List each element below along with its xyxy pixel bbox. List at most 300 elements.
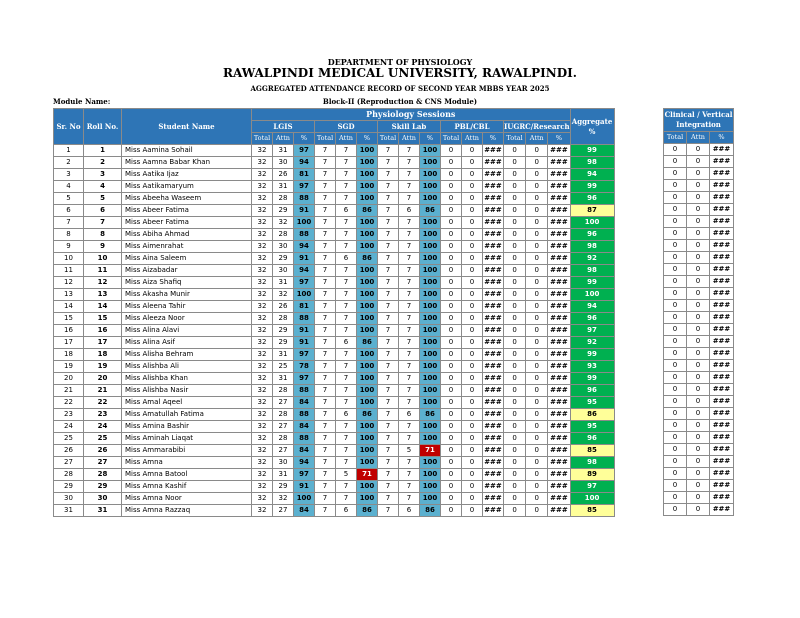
iugrc-attn-cell: 0 [526, 289, 548, 301]
clinical-attn-cell: 0 [687, 192, 710, 204]
sgd-pct-cell: 86 [357, 505, 378, 517]
sr-no-cell: 7 [54, 217, 84, 229]
table-row [664, 360, 734, 372]
skill-total-cell: 7 [378, 445, 399, 457]
lgis-attn-cell: 26 [273, 301, 294, 313]
pbl-pct-cell: ### [483, 169, 504, 181]
iugrc-attn-cell: 0 [526, 157, 548, 169]
skill-pct-cell: 100 [420, 457, 441, 469]
table-row [664, 396, 734, 408]
roll-no-cell: 2 [84, 157, 122, 169]
aggregate-cell: 99 [570, 349, 614, 361]
aggregate-cell: 96 [570, 229, 614, 241]
clinical-pct-cell: ### [710, 324, 734, 336]
skill-attn-cell: 7 [399, 301, 420, 313]
skill-attn-cell: 7 [399, 325, 420, 337]
lgis-total-cell: 32 [252, 289, 273, 301]
iugrc-pct-cell: ### [548, 193, 570, 205]
clinical-total-cell: 0 [664, 288, 687, 300]
skill-pct-cell: 100 [420, 313, 441, 325]
clinical-total-cell: 0 [664, 240, 687, 252]
clinical-attn-cell: 0 [687, 480, 710, 492]
lgis-attn-cell: 28 [273, 229, 294, 241]
student-name-cell: Miss Abeer Fatima [122, 205, 252, 217]
skill-total-cell: 7 [378, 421, 399, 433]
lgis-pct-cell: 88 [294, 313, 315, 325]
skill-pct-cell: 100 [420, 433, 441, 445]
lgis-pct-cell: 84 [294, 505, 315, 517]
iugrc-attn-cell: 0 [526, 145, 548, 157]
student-name-cell: Miss Aimenrahat [122, 241, 252, 253]
table-row [54, 349, 615, 361]
roll-no-cell: 1 [84, 145, 122, 157]
sgd-pct-cell: 100 [357, 145, 378, 157]
pbl-pct-cell: ### [483, 301, 504, 313]
clinical-total-cell: 0 [664, 444, 687, 456]
iugrc-total-cell: 0 [504, 433, 526, 445]
skill-attn-cell: 7 [399, 253, 420, 265]
sr-no-cell: 23 [54, 409, 84, 421]
aggregate-cell: 100 [570, 217, 614, 229]
pbl-total-cell: 0 [441, 397, 462, 409]
clinical-total-cell: 0 [664, 312, 687, 324]
clinical-pct-cell: ### [710, 504, 734, 516]
pbl-attn-cell: 0 [462, 301, 483, 313]
lgis-pct-cell: 97 [294, 277, 315, 289]
table-row [54, 505, 615, 517]
clinical-pct-cell: ### [710, 288, 734, 300]
sgd-total-cell: 7 [315, 289, 336, 301]
iugrc-attn-cell: 0 [526, 361, 548, 373]
clinical-attn-cell: 0 [687, 468, 710, 480]
table-row [664, 408, 734, 420]
subheader-pct: % [548, 133, 570, 145]
iugrc-attn-cell: 0 [526, 265, 548, 277]
sgd-pct-cell: 100 [357, 373, 378, 385]
table-row [664, 372, 734, 384]
iugrc-attn-cell: 0 [526, 241, 548, 253]
subheader-pct: % [483, 133, 504, 145]
aggregate-cell: 89 [570, 469, 614, 481]
student-name-cell: Miss Ammarabibi [122, 445, 252, 457]
pbl-attn-cell: 0 [462, 469, 483, 481]
pbl-attn-cell: 0 [462, 277, 483, 289]
table-row [664, 192, 734, 204]
iugrc-pct-cell: ### [548, 205, 570, 217]
sgd-pct-cell: 100 [357, 421, 378, 433]
table-row [664, 240, 734, 252]
skill-total-cell: 7 [378, 265, 399, 277]
table-row [664, 456, 734, 468]
sr-no-cell: 27 [54, 457, 84, 469]
sr-no-cell: 12 [54, 277, 84, 289]
skill-attn-cell: 7 [399, 193, 420, 205]
sgd-total-cell: 7 [315, 253, 336, 265]
student-name-cell: Miss Alisha Behram [122, 349, 252, 361]
sgd-total-cell: 7 [315, 445, 336, 457]
aggregate-cell: 100 [570, 289, 614, 301]
iugrc-attn-cell: 0 [526, 409, 548, 421]
iugrc-pct-cell: ### [548, 385, 570, 397]
table-row [54, 289, 615, 301]
sgd-pct-cell: 86 [357, 205, 378, 217]
roll-no-cell: 6 [84, 205, 122, 217]
iugrc-attn-cell: 0 [526, 481, 548, 493]
skill-attn-cell: 7 [399, 313, 420, 325]
clinical-attn-cell: 0 [687, 348, 710, 360]
skill-attn-cell: 7 [399, 157, 420, 169]
table-row [54, 373, 615, 385]
clinical-total-cell: 0 [664, 408, 687, 420]
roll-no-cell: 3 [84, 169, 122, 181]
lgis-total-cell: 32 [252, 337, 273, 349]
sgd-total-cell: 7 [315, 337, 336, 349]
sgd-pct-cell: 100 [357, 241, 378, 253]
skill-attn-cell: 7 [399, 385, 420, 397]
pbl-attn-cell: 0 [462, 409, 483, 421]
lgis-attn-cell: 28 [273, 409, 294, 421]
clinical-total-cell: 0 [664, 168, 687, 180]
table-row [54, 481, 615, 493]
skill-attn-cell: 7 [399, 337, 420, 349]
iugrc-attn-cell: 0 [526, 301, 548, 313]
skill-attn-cell: 7 [399, 361, 420, 373]
pbl-total-cell: 0 [441, 313, 462, 325]
clinical-total-cell: 0 [664, 180, 687, 192]
student-name-cell: Miss Amatullah Fatima [122, 409, 252, 421]
group-skill-lab: Skill Lab [378, 121, 441, 133]
table-row [54, 433, 615, 445]
pbl-pct-cell: ### [483, 373, 504, 385]
iugrc-attn-cell: 0 [526, 421, 548, 433]
sr-no-cell: 17 [54, 337, 84, 349]
iugrc-attn-cell: 0 [526, 457, 548, 469]
skill-pct-cell: 100 [420, 349, 441, 361]
clinical-total-cell: 0 [664, 192, 687, 204]
clinical-pct-cell: ### [710, 444, 734, 456]
sgd-pct-cell: 86 [357, 337, 378, 349]
pbl-attn-cell: 0 [462, 253, 483, 265]
lgis-pct-cell: 88 [294, 229, 315, 241]
table-row [54, 217, 615, 229]
lgis-attn-cell: 28 [273, 433, 294, 445]
skill-pct-cell: 100 [420, 181, 441, 193]
lgis-pct-cell: 91 [294, 337, 315, 349]
sgd-pct-cell: 100 [357, 481, 378, 493]
pbl-pct-cell: ### [483, 433, 504, 445]
clinical-attn-cell: 0 [687, 504, 710, 516]
lgis-pct-cell: 91 [294, 325, 315, 337]
lgis-attn-cell: 31 [273, 373, 294, 385]
aggregate-cell: 97 [570, 325, 614, 337]
clinical-total-cell: 0 [664, 324, 687, 336]
pbl-attn-cell: 0 [462, 337, 483, 349]
sgd-pct-cell: 100 [357, 157, 378, 169]
pbl-pct-cell: ### [483, 481, 504, 493]
clinical-total-cell: 0 [664, 420, 687, 432]
iugrc-total-cell: 0 [504, 493, 526, 505]
aggregate-cell: 95 [570, 397, 614, 409]
iugrc-total-cell: 0 [504, 361, 526, 373]
iugrc-attn-cell: 0 [526, 469, 548, 481]
skill-attn-cell: 7 [399, 145, 420, 157]
student-name-cell: Miss Akasha Munir [122, 289, 252, 301]
skill-pct-cell: 100 [420, 241, 441, 253]
pbl-pct-cell: ### [483, 217, 504, 229]
sgd-pct-cell: 100 [357, 169, 378, 181]
clinical-pct-cell: ### [710, 144, 734, 156]
skill-attn-cell: 7 [399, 481, 420, 493]
iugrc-total-cell: 0 [504, 289, 526, 301]
skill-total-cell: 7 [378, 469, 399, 481]
skill-pct-cell: 100 [420, 385, 441, 397]
iugrc-attn-cell: 0 [526, 433, 548, 445]
subheader-total: Total [441, 133, 462, 145]
iugrc-pct-cell: ### [548, 217, 570, 229]
table-row [54, 265, 615, 277]
iugrc-total-cell: 0 [504, 469, 526, 481]
iugrc-pct-cell: ### [548, 481, 570, 493]
skill-pct-cell: 71 [420, 445, 441, 457]
iugrc-pct-cell: ### [548, 397, 570, 409]
skill-pct-cell: 100 [420, 301, 441, 313]
sgd-attn-cell: 7 [336, 433, 357, 445]
iugrc-total-cell: 0 [504, 409, 526, 421]
clinical-pct-cell: ### [710, 456, 734, 468]
sgd-pct-cell: 100 [357, 229, 378, 241]
lgis-pct-cell: 94 [294, 457, 315, 469]
skill-attn-cell: 5 [399, 445, 420, 457]
table-row [664, 324, 734, 336]
iugrc-total-cell: 0 [504, 373, 526, 385]
lgis-attn-cell: 26 [273, 169, 294, 181]
skill-attn-cell: 6 [399, 505, 420, 517]
clinical-attn-cell: 0 [687, 204, 710, 216]
clinical-total-cell: 0 [664, 432, 687, 444]
iugrc-pct-cell: ### [548, 493, 570, 505]
subheader-attn: Attn [273, 133, 294, 145]
clinical-pct-cell: ### [710, 468, 734, 480]
pbl-total-cell: 0 [441, 409, 462, 421]
sgd-attn-cell: 7 [336, 277, 357, 289]
iugrc-attn-cell: 0 [526, 445, 548, 457]
clinical-total-cell: 0 [664, 216, 687, 228]
skill-total-cell: 7 [378, 325, 399, 337]
iugrc-total-cell: 0 [504, 349, 526, 361]
table-row [54, 469, 615, 481]
physiology-sessions-header: Physiology Sessions [252, 109, 571, 121]
iugrc-attn-cell: 0 [526, 325, 548, 337]
lgis-pct-cell: 91 [294, 205, 315, 217]
aggregate-cell: 99 [570, 277, 614, 289]
lgis-total-cell: 32 [252, 349, 273, 361]
roll-no-cell: 20 [84, 373, 122, 385]
lgis-pct-cell: 94 [294, 265, 315, 277]
pbl-attn-cell: 0 [462, 421, 483, 433]
table-row [664, 204, 734, 216]
sr-no-cell: 13 [54, 289, 84, 301]
aggregate-cell: 98 [570, 457, 614, 469]
skill-total-cell: 7 [378, 481, 399, 493]
lgis-total-cell: 32 [252, 457, 273, 469]
pbl-total-cell: 0 [441, 325, 462, 337]
clinical-attn-cell: 0 [687, 336, 710, 348]
aggregate-cell: 96 [570, 313, 614, 325]
skill-attn-cell: 7 [399, 229, 420, 241]
subheader-total: Total [664, 132, 687, 144]
clinical-total-cell: 0 [664, 348, 687, 360]
clinical-total-cell: 0 [664, 252, 687, 264]
pbl-total-cell: 0 [441, 265, 462, 277]
iugrc-attn-cell: 0 [526, 505, 548, 517]
pbl-total-cell: 0 [441, 241, 462, 253]
clinical-total-cell: 0 [664, 300, 687, 312]
clinical-total-cell: 0 [664, 492, 687, 504]
skill-attn-cell: 7 [399, 241, 420, 253]
pbl-pct-cell: ### [483, 289, 504, 301]
iugrc-total-cell: 0 [504, 325, 526, 337]
lgis-attn-cell: 27 [273, 445, 294, 457]
skill-total-cell: 7 [378, 505, 399, 517]
pbl-total-cell: 0 [441, 505, 462, 517]
skill-total-cell: 7 [378, 289, 399, 301]
roll-no-cell: 9 [84, 241, 122, 253]
skill-pct-cell: 86 [420, 505, 441, 517]
iugrc-pct-cell: ### [548, 457, 570, 469]
clinical-pct-cell: ### [710, 396, 734, 408]
lgis-total-cell: 32 [252, 433, 273, 445]
sr-no-cell: 5 [54, 193, 84, 205]
sgd-attn-cell: 7 [336, 445, 357, 457]
lgis-total-cell: 32 [252, 325, 273, 337]
aggregate-cell: 93 [570, 361, 614, 373]
skill-pct-cell: 100 [420, 325, 441, 337]
skill-pct-cell: 100 [420, 481, 441, 493]
pbl-attn-cell: 0 [462, 433, 483, 445]
lgis-total-cell: 32 [252, 397, 273, 409]
sgd-total-cell: 7 [315, 229, 336, 241]
sgd-attn-cell: 7 [336, 481, 357, 493]
skill-total-cell: 7 [378, 493, 399, 505]
roll-no-cell: 30 [84, 493, 122, 505]
sr-no-cell: 28 [54, 469, 84, 481]
skill-total-cell: 7 [378, 433, 399, 445]
pbl-pct-cell: ### [483, 253, 504, 265]
skill-total-cell: 7 [378, 457, 399, 469]
clinical-pct-cell: ### [710, 420, 734, 432]
student-name-cell: Miss Alina Alavi [122, 325, 252, 337]
table-row [54, 397, 615, 409]
lgis-pct-cell: 94 [294, 241, 315, 253]
clinical-total-cell: 0 [664, 504, 687, 516]
iugrc-pct-cell: ### [548, 181, 570, 193]
lgis-pct-cell: 81 [294, 301, 315, 313]
pbl-total-cell: 0 [441, 277, 462, 289]
sgd-attn-cell: 7 [336, 361, 357, 373]
skill-total-cell: 7 [378, 361, 399, 373]
sgd-attn-cell: 7 [336, 181, 357, 193]
skill-total-cell: 7 [378, 349, 399, 361]
student-name-cell: Miss Aleeza Noor [122, 313, 252, 325]
pbl-total-cell: 0 [441, 145, 462, 157]
student-name-cell: Miss Aina Saleem [122, 253, 252, 265]
lgis-total-cell: 32 [252, 409, 273, 421]
iugrc-total-cell: 0 [504, 397, 526, 409]
lgis-total-cell: 32 [252, 157, 273, 169]
table-row [664, 492, 734, 504]
skill-attn-cell: 7 [399, 349, 420, 361]
pbl-total-cell: 0 [441, 349, 462, 361]
roll-no-cell: 27 [84, 457, 122, 469]
sgd-attn-cell: 7 [336, 385, 357, 397]
table-row [664, 348, 734, 360]
lgis-total-cell: 32 [252, 193, 273, 205]
lgis-total-cell: 32 [252, 481, 273, 493]
pbl-attn-cell: 0 [462, 481, 483, 493]
iugrc-pct-cell: ### [548, 289, 570, 301]
table-row [54, 157, 615, 169]
table-row [664, 468, 734, 480]
sgd-pct-cell: 100 [357, 361, 378, 373]
lgis-pct-cell: 97 [294, 349, 315, 361]
clinical-total-cell: 0 [664, 456, 687, 468]
sgd-total-cell: 7 [315, 457, 336, 469]
subheader-total: Total [504, 133, 526, 145]
clinical-attn-cell: 0 [687, 432, 710, 444]
sgd-total-cell: 7 [315, 481, 336, 493]
pbl-total-cell: 0 [441, 229, 462, 241]
sr-no-cell: 3 [54, 169, 84, 181]
skill-pct-cell: 86 [420, 205, 441, 217]
iugrc-total-cell: 0 [504, 445, 526, 457]
sr-no-cell: 14 [54, 301, 84, 313]
table-row [664, 504, 734, 516]
sgd-total-cell: 7 [315, 505, 336, 517]
aggregate-cell: 94 [570, 169, 614, 181]
lgis-pct-cell: 88 [294, 433, 315, 445]
clinical-attn-cell: 0 [687, 216, 710, 228]
sgd-attn-cell: 6 [336, 505, 357, 517]
iugrc-pct-cell: ### [548, 229, 570, 241]
pbl-attn-cell: 0 [462, 505, 483, 517]
table-row [54, 193, 615, 205]
iugrc-total-cell: 0 [504, 145, 526, 157]
skill-pct-cell: 100 [420, 493, 441, 505]
table-row [664, 444, 734, 456]
lgis-pct-cell: 94 [294, 157, 315, 169]
table-row [664, 156, 734, 168]
iugrc-total-cell: 0 [504, 301, 526, 313]
lgis-attn-cell: 27 [273, 505, 294, 517]
lgis-pct-cell: 88 [294, 409, 315, 421]
sgd-pct-cell: 100 [357, 265, 378, 277]
lgis-attn-cell: 29 [273, 253, 294, 265]
sr-no-cell: 9 [54, 241, 84, 253]
clinical-pct-cell: ### [710, 384, 734, 396]
iugrc-attn-cell: 0 [526, 313, 548, 325]
lgis-total-cell: 32 [252, 469, 273, 481]
table-row [664, 216, 734, 228]
clinical-attn-cell: 0 [687, 444, 710, 456]
aggregate-cell: 95 [570, 421, 614, 433]
skill-total-cell: 7 [378, 181, 399, 193]
iugrc-attn-cell: 0 [526, 229, 548, 241]
sgd-pct-cell: 100 [357, 217, 378, 229]
sgd-pct-cell: 100 [357, 313, 378, 325]
pbl-attn-cell: 0 [462, 217, 483, 229]
sgd-total-cell: 7 [315, 409, 336, 421]
iugrc-pct-cell: ### [548, 265, 570, 277]
